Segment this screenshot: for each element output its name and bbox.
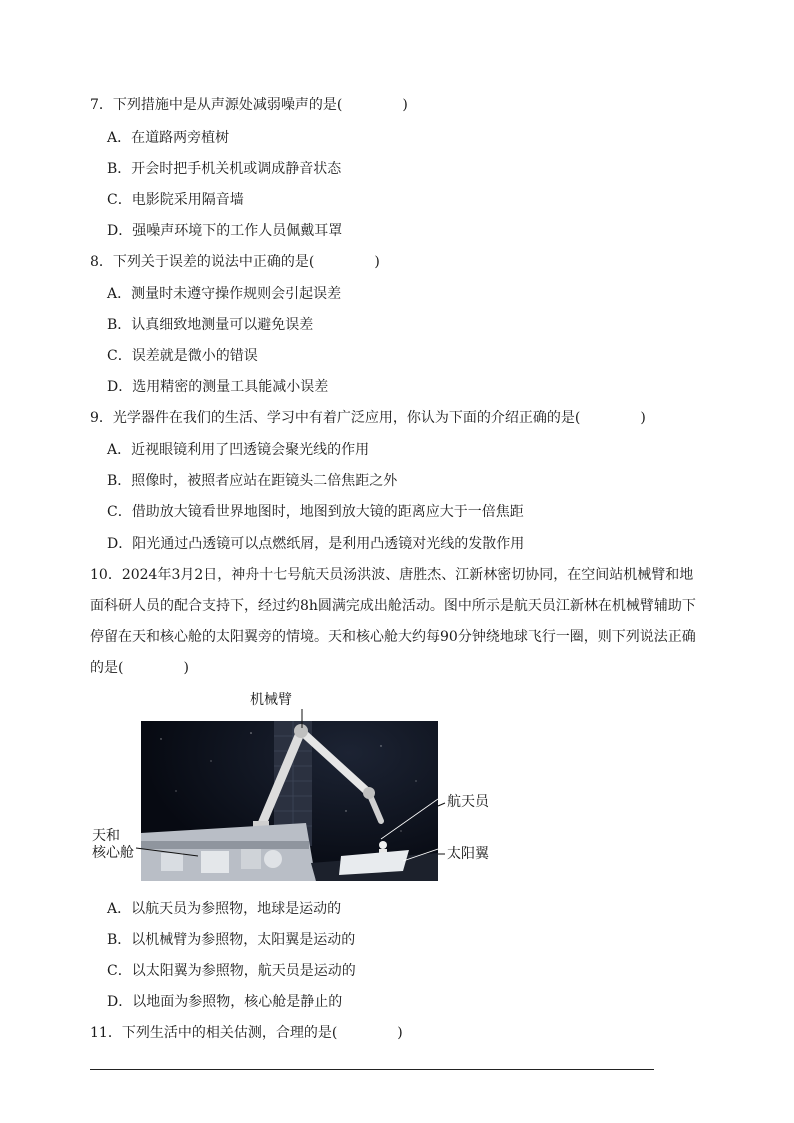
answer-blank: ( ) xyxy=(574,410,646,426)
question-8-option-c: C．误差就是微小的错误 xyxy=(107,348,258,364)
question-10-stem-line-3: 停留在天和核心舱的太阳翼旁的情境。天和核心舱大约每90分钟绕地球飞行一圈，则下列说法正确 xyxy=(90,629,696,645)
answer-blank: ( ) xyxy=(336,97,408,113)
question-11-stem: 11．下列生活中的相关估测，合理的是( ) xyxy=(90,1025,403,1041)
question-7-stem: 7．下列措施中是从声源处减弱噪声的是( ) xyxy=(90,97,408,113)
question-10-stem-line-1: 10．2024年3月2日，神舟十七号航天员汤洪波、唐胜杰、江新林密切协同，在空间站机械臂和地 xyxy=(90,567,694,583)
question-7-option-d: D．强噪声环境下的工作人员佩戴耳罩 xyxy=(107,223,343,239)
question-8-option-a: A．测量时未遵守操作规则会引起误差 xyxy=(107,286,342,302)
question-9-option-a: A．近视眼镜利用了凹透镜会聚光线的作用 xyxy=(107,442,370,458)
question-9-stem: 9．光学器件在我们的生活、学习中有着广泛应用，你认为下面的介绍正确的是( ) xyxy=(90,410,646,426)
space-station-figure xyxy=(88,688,508,884)
figure-label-robotic-arm: 机械臂 xyxy=(250,692,292,708)
question-7-option-b: B．开会时把手机关机或调成静音状态 xyxy=(107,161,342,177)
question-10-option-a: A．以航天员为参照物，地球是运动的 xyxy=(107,901,342,917)
question-8-option-d: D．选用精密的测量工具能减小误差 xyxy=(107,379,329,395)
question-10-option-d: D．以地面为参照物，核心舱是静止的 xyxy=(107,994,343,1010)
answer-blank: ( ) xyxy=(331,1025,403,1041)
question-10-option-b: B．以机械臂为参照物，太阳翼是运动的 xyxy=(107,932,356,948)
question-7-option-a: A．在道路两旁植树 xyxy=(107,130,230,146)
question-8-stem: 8．下列关于误差的说法中正确的是( ) xyxy=(90,254,380,270)
figure-label-astronaut: 航天员 xyxy=(447,794,489,810)
figure-label-core-module-line-1: 天和 xyxy=(92,828,120,844)
answer-blank: ( ) xyxy=(118,660,189,676)
question-8-option-b: B．认真细致地测量可以避免误差 xyxy=(107,317,314,333)
question-10-option-c: C．以太阳翼为参照物，航天员是运动的 xyxy=(107,963,356,979)
question-9-option-c: C．借助放大镜看世界地图时，地图到放大镜的距离应大于一倍焦距 xyxy=(107,504,524,520)
question-9-option-b: B．照像时，被照者应站在距镜头二倍焦距之外 xyxy=(107,473,398,489)
question-9-option-d: D．阳光通过凸透镜可以点燃纸屑，是利用凸透镜对光线的发散作用 xyxy=(107,536,525,552)
footer-divider xyxy=(90,1069,654,1070)
answer-blank: ( ) xyxy=(308,254,380,270)
figure-leader-lines xyxy=(88,688,508,884)
question-10-stem-line-4: 的是( ) xyxy=(90,660,189,676)
figure-label-core-module-line-2: 核心舱 xyxy=(92,845,134,861)
question-7-option-c: C．电影院采用隔音墙 xyxy=(107,192,244,208)
figure-label-solar-wing: 太阳翼 xyxy=(447,846,489,862)
question-10-stem-line-2: 面科研人员的配合支持下，经过约8h圆满完成出舱活动。图中所示是航天员江新林在机械臂辅助下 xyxy=(90,598,696,614)
